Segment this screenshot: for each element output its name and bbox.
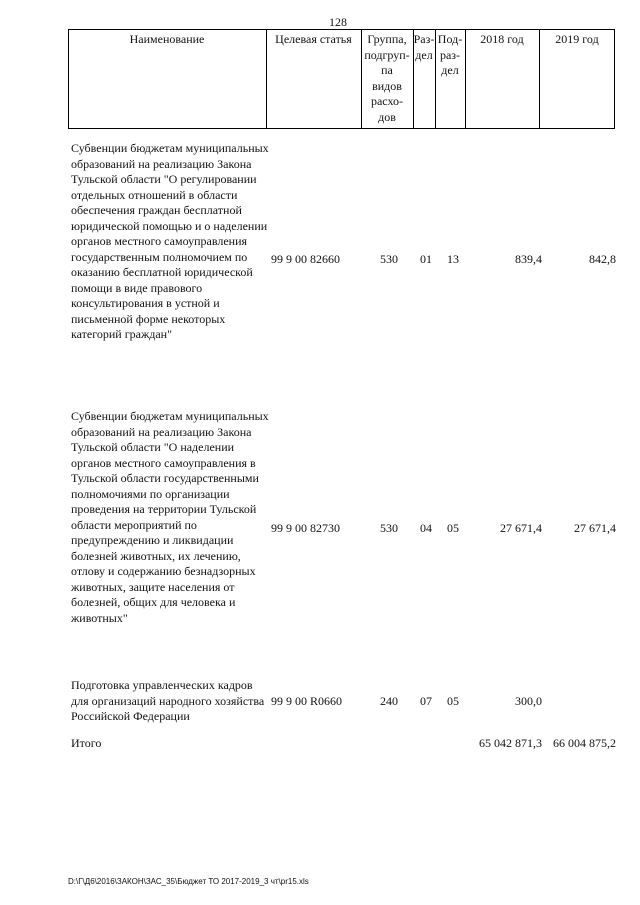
row-group: 240 — [380, 694, 398, 708]
file-path-footer: D:\Г\Д6\2016\ЗАКОН\ЗАС_35\Бюджет ТО 2017-2019_3 чт\pr15.xls — [68, 877, 309, 886]
row-code: 99 9 00 82730 — [271, 521, 340, 535]
row-podrazdel: 13 — [447, 252, 459, 266]
row-razdel: 07 — [420, 694, 432, 708]
header-podrazdel-line: Под- — [437, 32, 463, 46]
header-group-line: дов — [378, 109, 396, 124]
header-group — [361, 30, 413, 128]
row-group: 530 — [380, 521, 398, 535]
header-name: Наименование — [129, 32, 205, 46]
row-name: Субвенции бюджетам муниципальных образований на реализацию Закона Тульской области "О регулировании отдельных отношений в области обеспечения граждан бесплатной юридической помощью и о наделении органов местного самоуправления государственным полномочием по оказанию бесплатной юридической помощи в виде правового консультирования в устной и письменной форме некоторых категорий граждан" — [71, 141, 269, 341]
header-group-line: расхо- — [370, 94, 404, 108]
row-group: 530 — [380, 252, 398, 266]
total-label: Итого — [71, 736, 102, 750]
header-group-line: видов — [372, 78, 402, 93]
total-value-2018: 65 042 871,3 — [479, 736, 542, 750]
header-group-line: па — [381, 63, 393, 77]
row-name: Подготовка управленческих кадров для организаций народного хозяйства Российской Федерации — [71, 678, 265, 723]
header-2018: 2018 год — [480, 32, 524, 46]
header-razdel — [413, 30, 435, 128]
header-group-line: Группа, — [367, 32, 407, 46]
total-value-2019: 66 004 875,2 — [553, 736, 616, 750]
header-podrazdel — [435, 30, 465, 128]
row-value-2018: 839,4 — [515, 252, 542, 266]
row-value-2019: 842,8 — [589, 252, 616, 266]
row-code: 99 9 00 82660 — [271, 252, 340, 266]
row-razdel: 04 — [420, 521, 432, 535]
header-divider — [614, 30, 615, 128]
row-value-2018: 27 671,4 — [500, 521, 542, 535]
row-podrazdel: 05 — [447, 694, 459, 708]
header-razdel-line: Раз- — [413, 32, 435, 46]
row-name: Субвенции бюджетам муниципальных образований на реализацию Закона Тульской области "О наделении органов местного самоуправления в Тульской области государственными полномочиями по организации проведения на территории Тульской области мероприятий по предупреждению и ликвидации болезней животных, их лечению, отлову и содержанию безнадзорных животных, защите населения от болезней, общих для человека и животных" — [71, 409, 269, 625]
header-code: Целевая статья — [275, 32, 352, 46]
header-group-line: подгруп- — [364, 47, 410, 62]
row-podrazdel: 05 — [447, 521, 459, 535]
page-number: 128 — [329, 15, 347, 29]
header-podrazdel-line: дел — [441, 63, 459, 77]
row-code: 99 9 00 R0660 — [271, 694, 343, 708]
row-value-2018: 300,0 — [515, 694, 542, 708]
header-podrazdel-line: раз- — [439, 47, 461, 62]
table-header — [68, 29, 615, 129]
row-value-2019: 27 671,4 — [574, 521, 616, 535]
header-2019: 2019 год — [555, 32, 599, 46]
row-razdel: 01 — [420, 252, 432, 266]
header-razdel-line: дел — [415, 47, 433, 62]
